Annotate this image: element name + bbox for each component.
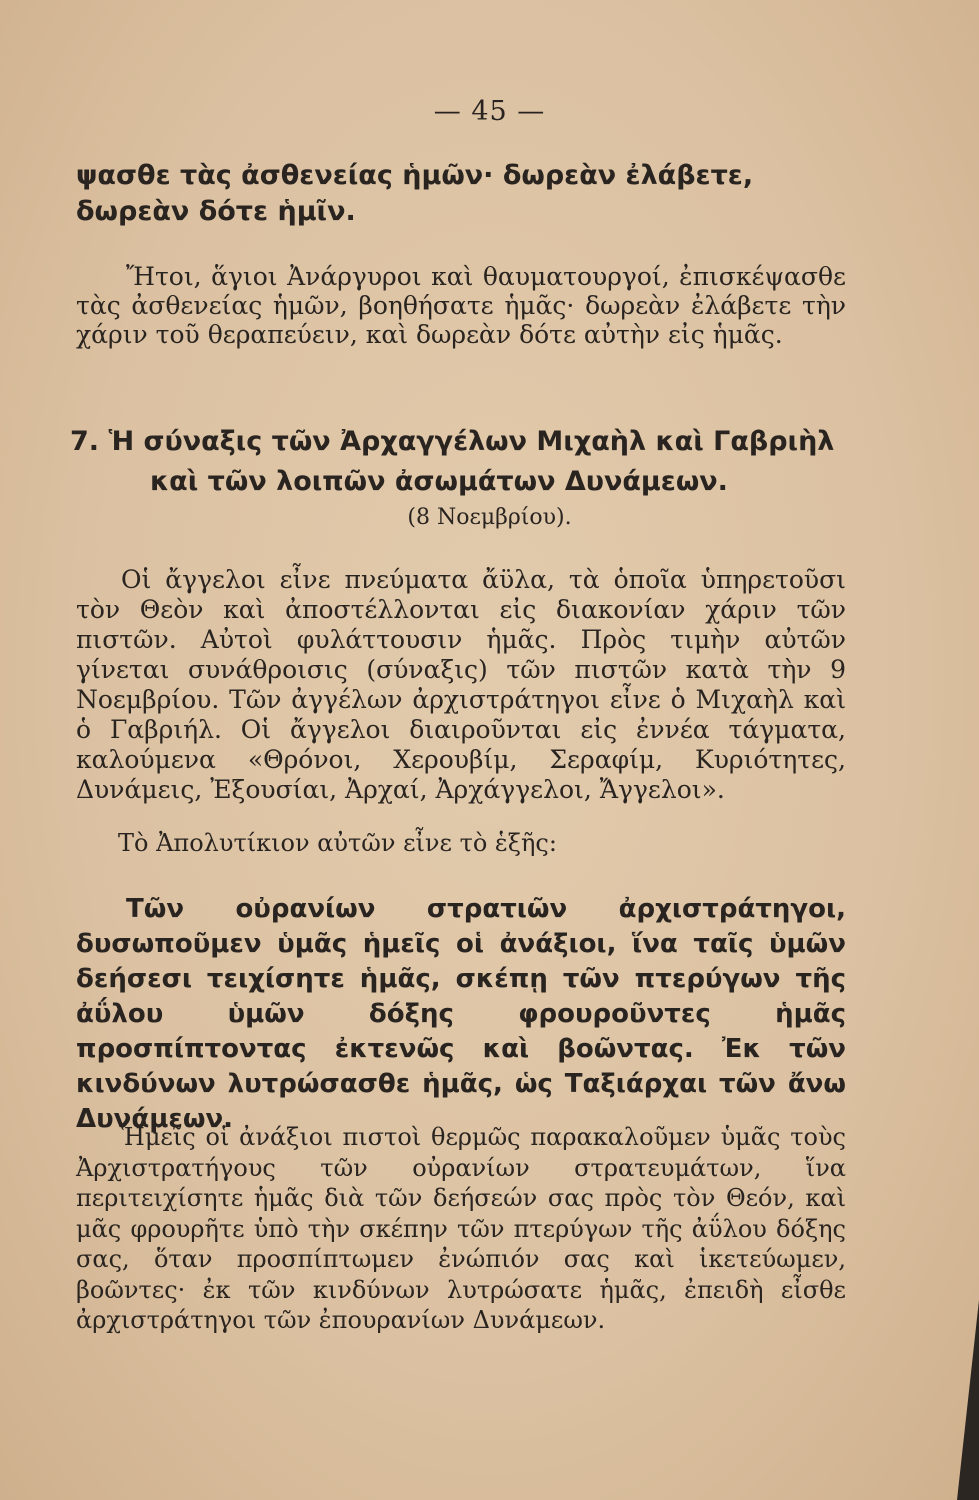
paragraph-2: Οἱ ἄγγελοι εἶνε πνεύματα ἄϋλα, τὰ ὁποῖα ὑπηρετοῦσι τὸν Θεὸν καὶ ἀποστέλλονται εἰς διακονίαν χάριν τῶν πιστῶν. Αὐτοὶ φυλάττουσιν ἡμᾶς. Πρὸς τιμὴν αὐτῶν γίνεται συνάθροισις (σύναξις) τῶν πιστῶν κατὰ τὴν 9 Νοεμβρίου. Τῶν ἀγγέλων ἀρχιστράτηγοι εἶνε ὁ Μιχαὴλ καὶ ὁ Γαβριήλ. Οἱ ἄγγελοι διαιροῦνται εἰς ἐννέα τάγματα, καλούμενα «Θρόνοι, Χερουβίμ, Σεραφίμ, Κυριότητες, Δυνάμεις, Ἐξουσίαι, Ἀρχαί, Ἀρχάγγελοι, Ἄγγελοι». (76, 565, 846, 804)
continuation-text: ψασθε τὰς ἀσθενείας ἡμῶν· δωρεὰν ἐλάβετε, δωρεὰν δότε ἡμῖν. (76, 160, 754, 227)
apolytikion-hymn: Τῶν οὐρανίων στρατιῶν ἀρχιστράτηγοι, δυσωποῦμεν ὑμᾶς ἡμεῖς οἱ ἀνάξιοι, ἵνα ταῖς ὑμῶν δεήσεσι τειχίσητε ἡμᾶς, σκέπῃ τῶν πτερύγων τῆς ἀΰλου ὑμῶν δόξης φρουροῦντες ἡμᾶς προσπίπτοντας ἐκτενῶς καὶ βοῶντας. Ἐκ τῶν κινδύνων λυτρώσασθε ἡμᾶς, ὡς Ταξιάρχαι τῶν ἄνω Δυνάμεων. (76, 894, 846, 1134)
page-number: — 45 — (433, 96, 546, 127)
paragraph-3: Τὸ Ἀπολυτίκιον αὐτῶν εἶνε τὸ ἑξῆς: (118, 829, 557, 857)
section-heading-line-1: 7. Ἡ σύναξις τῶν Ἀρχαγγέλων Μιχαὴλ καὶ Γαβριὴλ (70, 426, 835, 457)
feast-date: (8 Νοεμβρίου). (407, 505, 572, 530)
section-heading (70, 422, 845, 502)
paragraph-4: Ἡμεῖς οἱ ἀνάξιοι πιστοὶ θερμῶς παρακαλοῦμεν ὑμᾶς τοὺς Ἀρχιστρατήγους τῶν οὐρανίων στρατευμάτων, ἵνα περιτειχίσητε ἡμᾶς διὰ τῶν δεήσεών σας πρὸς τὸν Θεόν, καὶ μᾶς φρουρῆτε ὑπὸ τὴν σκέπην τῶν πτερύγων τῆς ἀΰλου δόξης σας, ὅταν προσπίπτωμεν ἐνώπιόν σας καὶ ἱκετεύωμεν, βοῶντες· ἐκ τῶν κινδύνων λυτρώσατε ἡμᾶς, ἐπειδὴ εἶσθε ἀρχιστράτηγοι τῶν ἐπουρανίων Δυνάμεων. (76, 1123, 846, 1334)
page-edge-shadow (957, 1300, 979, 1500)
paragraph-1: Ἤτοι, ἅγιοι Ἀνάργυροι καὶ θαυματουργοί, ἐπισκέψασθε τὰς ἀσθενείας ἡμῶν, βοηθήσατε ἡμᾶς· δωρεὰν ἐλάβετε τὴν χάριν τοῦ θεραπεύειν, καὶ δωρεὰν δότε αὐτὴν εἰς ἡμᾶς. (76, 262, 846, 349)
section-heading-line-2: καὶ τῶν λοιπῶν ἀσωμάτων Δυνάμεων. (150, 466, 728, 497)
